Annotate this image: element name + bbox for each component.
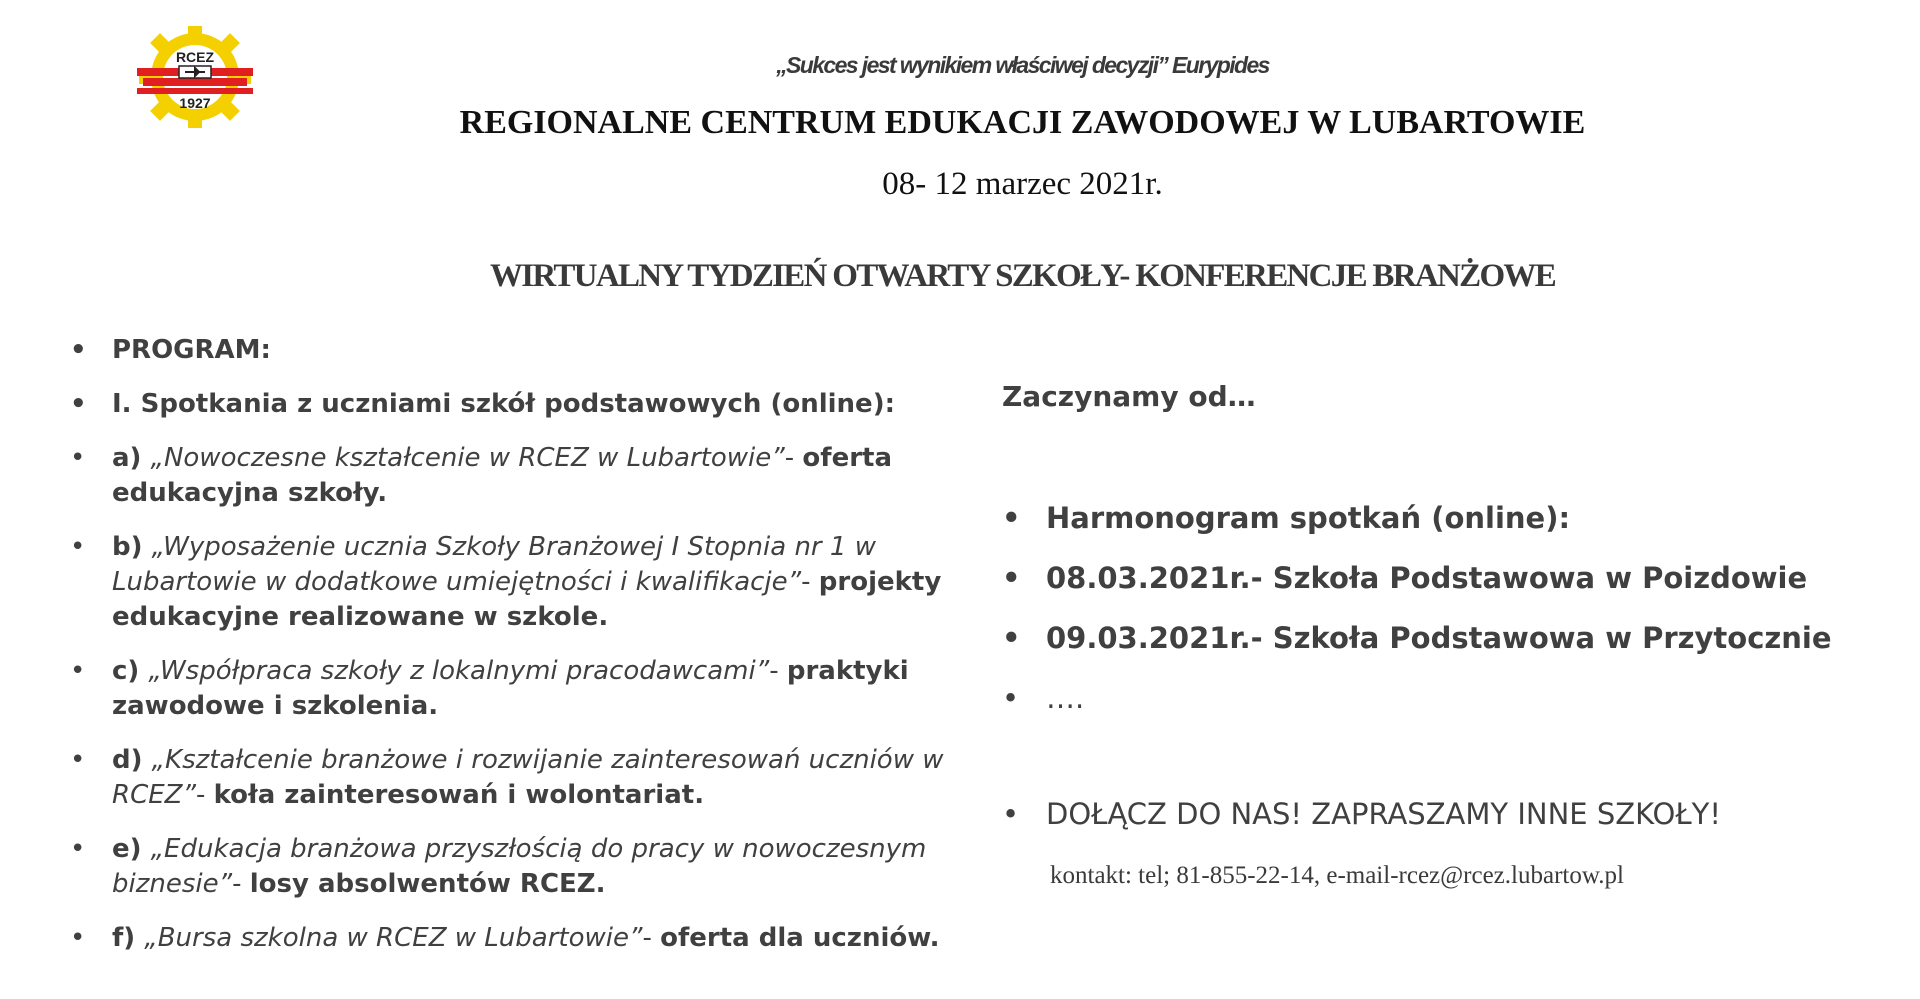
starting-label: Zaczynamy od… bbox=[1002, 380, 1256, 413]
school-title: REGIONALNE CENTRUM EDUKACJI ZAWODOWEJ W LUBARTOWIE bbox=[459, 104, 1586, 141]
svg-text:RCEZ: RCEZ bbox=[175, 49, 215, 65]
svg-text:1927: 1927 bbox=[179, 95, 211, 111]
schedule-entry: • 08.03.2021r.- Szkoła Podstawowa w Poizdowie bbox=[1002, 558, 1882, 598]
program-item: • d) „Kształcenie branżowe i rozwijanie zainteresowań uczniów w RCEZ”- koła zainteresowań i wolontariat. bbox=[70, 743, 950, 813]
contact-info: kontakt: tel; 81-855-22-14, e-mail-rcez@rcez.lubartow.pl bbox=[1050, 862, 1624, 889]
event-subtitle: WIRTUALNY TYDZIEŃ OTWARTY SZKOŁY- KONFERENCJE BRANŻOWE bbox=[489, 258, 1556, 294]
program-item: • b) „Wyposażenie ucznia Szkoły Branżowej I Stopnia nr 1 w Lubartowie w dodatkowe umiejętności i kwalifikacje”- projekty edukacyjne realizowane w szkole. bbox=[70, 530, 950, 635]
program-heading: • PROGRAM: bbox=[70, 333, 950, 368]
program-section: • I. Spotkania z uczniami szkół podstawowych (online): bbox=[70, 387, 950, 422]
schedule-more: • …. bbox=[1002, 678, 1882, 718]
program-item: • e) „Edukacja branżowa przyszłością do pracy w nowoczesnym biznesie”- losy absolwentów RCEZ. bbox=[70, 832, 950, 902]
event-date: 08- 12 marzec 2021r. bbox=[882, 166, 1163, 202]
program-item: • a) „Nowoczesne kształcenie w RCEZ w Lubartowie”- oferta edukacyjna szkoły. bbox=[70, 441, 950, 511]
motto-quote: „Sukces jest wynikiem właściwej decyzji” Eurypides bbox=[776, 52, 1269, 78]
program-item: • f) „Bursa szkolna w RCEZ w Lubartowie”- oferta dla uczniów. bbox=[70, 921, 950, 956]
program-item: • c) „Współpraca szkoły z lokalnymi pracodawcami”- praktyki zawodowe i szkolenia. bbox=[70, 654, 950, 724]
schedule-heading: • Harmonogram spotkań (online): bbox=[1002, 498, 1882, 538]
join-invite: • DOŁĄCZ DO NAS! ZAPRASZAMY INNE SZKOŁY! bbox=[1002, 797, 1721, 831]
schedule-entry: • 09.03.2021r.- Szkoła Podstawowa w Przytocznie bbox=[1002, 618, 1882, 658]
schedule-list bbox=[1002, 498, 1882, 738]
program-list bbox=[70, 333, 950, 975]
